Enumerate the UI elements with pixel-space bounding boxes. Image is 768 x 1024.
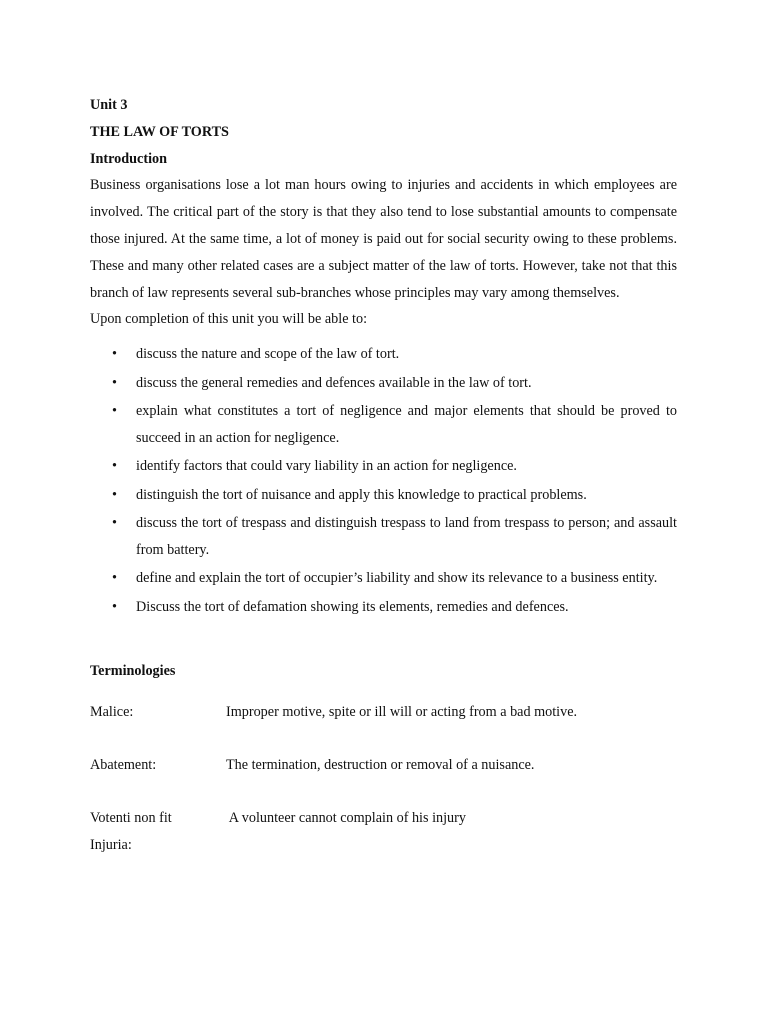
objectives-intro: Upon completion of this unit you will be able to: <box>90 311 368 328</box>
term-name: Abatement: <box>90 757 157 774</box>
term-row-abatement <box>90 752 677 779</box>
objective-text: explain what constitutes a tort of negligence and major elements that should be proved to succeed in an action for negligence. <box>136 402 677 446</box>
term-name: Malice: <box>90 704 134 721</box>
unit-label: Unit 3 <box>90 97 128 113</box>
term-row-malice <box>90 699 677 726</box>
term-definition: Improper motive, spite or ill will or acting from a bad motive. <box>226 704 578 721</box>
term-name <box>90 805 226 859</box>
bullet-icon: • <box>112 570 117 587</box>
list-item <box>90 594 677 621</box>
introduction-heading: Introduction <box>90 150 167 167</box>
bullet-icon: • <box>112 598 117 615</box>
objective-text: discuss the nature and scope of the law of tort. <box>136 346 400 363</box>
term-row-volenti <box>90 805 677 859</box>
objective-text: discuss the tort of trespass and distinguish trespass to land from trespass to person; and assault from battery. <box>136 514 677 558</box>
objective-text: Discuss the tort of defamation showing its elements, remedies and defences. <box>136 598 569 615</box>
list-item <box>90 453 677 480</box>
list-item <box>90 565 677 592</box>
bullet-icon: • <box>112 402 117 419</box>
list-item <box>90 482 677 509</box>
objective-text: discuss the general remedies and defences available in the law of tort. <box>136 374 532 391</box>
objectives-list <box>90 341 677 620</box>
term-definition: A volunteer cannot complain of his injury <box>226 809 466 826</box>
page-title: THE LAW OF TORTS <box>90 123 229 140</box>
term-name-line1: Votenti non fit <box>90 809 172 826</box>
document-page <box>90 92 677 858</box>
list-item <box>90 341 677 368</box>
list-item <box>90 398 677 452</box>
objective-text: distinguish the tort of nuisance and apply this knowledge to practical problems. <box>136 486 587 503</box>
bullet-icon: • <box>112 346 117 363</box>
bullet-icon: • <box>112 486 117 503</box>
terminologies-heading: Terminologies <box>90 663 176 680</box>
introduction-paragraph: Business organisations lose a lot man hours owing to injuries and accidents in which employees are involved. The critical part of the story is that they also tend to lose substantial amounts to compensate those injured. At the same time, a lot of money is paid out for social security owing to these problems. These and many other related cases are a subject matter of the law of torts. However, take not that this branch of law represents several sub-branches whose principles may vary among themselves. <box>90 177 677 301</box>
list-item <box>90 510 677 564</box>
objective-text: define and explain the tort of occupier’s liability and show its relevance to a business entity. <box>136 570 658 587</box>
bullet-icon: • <box>112 374 117 391</box>
term-definition: The termination, destruction or removal of a nuisance. <box>226 757 535 774</box>
term-name-line2: Injuria: <box>90 836 132 853</box>
objective-text: identify factors that could vary liability in an action for negligence. <box>136 458 517 475</box>
bullet-icon: • <box>112 458 117 475</box>
bullet-icon: • <box>112 514 117 531</box>
list-item <box>90 370 677 397</box>
